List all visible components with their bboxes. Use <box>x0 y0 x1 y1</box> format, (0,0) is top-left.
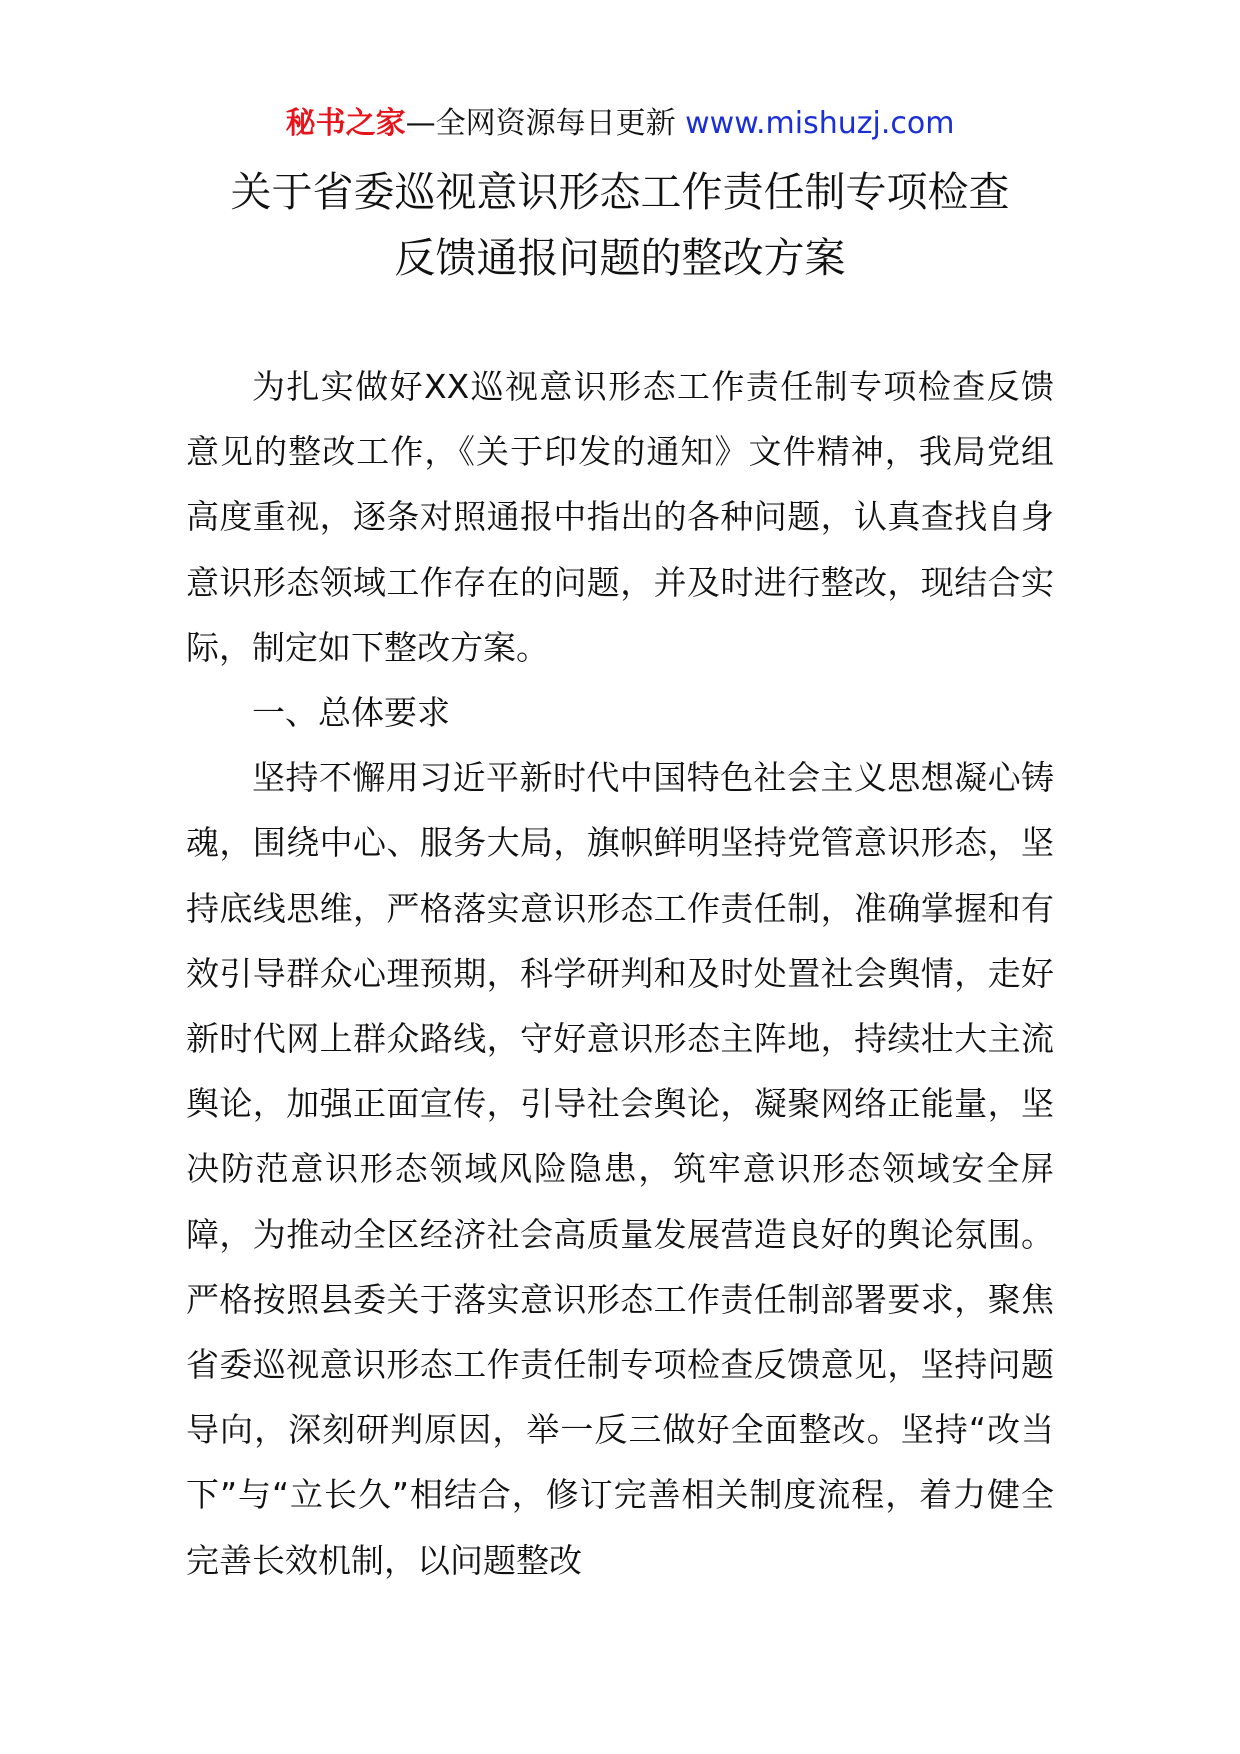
site-header <box>0 102 1240 146</box>
section-paragraph: 坚持不懈用习近平新时代中国特色社会主义思想凝心铸魂，围绕中心、服务大局，旗帜鲜明坚持党管意识形态，坚持底线思维，严格落实意识形态工作责任制，准确掌握和有效引导群众心理预期，科学研判和及时处置社会舆情，走好新时代网上群众路线，守好意识形态主阵地，持续壮大主流舆论，加强正面宣传，引导社会舆论，凝聚网络正能量，坚决防范意识形态领域风险隐患，筑牢意识形态领域安全屏障，为推动全区经济社会高质量发展营造良好的舆论氛围。严格按照县委关于落实意识形态工作责任制部署要求，聚焦省委巡视意识形态工作责任制专项检查反馈意见，坚持问题导向，深刻研判原因，举一反三做好全面整改。坚持“改当下”与“立长久”相结合，修订完善相关制度流程，着力健全完善长效机制，以问题整改 <box>186 758 1054 1580</box>
document-body <box>186 354 1054 1593</box>
brand-name: 秘书之家 <box>285 106 406 141</box>
section-heading: 一、总体要求 <box>252 693 450 733</box>
document-title-line-2: 反馈通报问题的整改方案 <box>394 234 846 282</box>
document-title-line-1: 关于省委巡视意识形态工作责任制专项检查 <box>230 168 1010 216</box>
site-tagline: —全网资源每日更新 <box>405 106 676 141</box>
site-url-link[interactable]: www.mishuzj.com <box>685 106 955 141</box>
intro-paragraph: 为扎实做好XX巡视意识形态工作责任制专项检查反馈意见的整改工作，《关于印发的通知》文件精神，我局党组高度重视，逐条对照通报中指出的各种问题，认真查找自身意识形态领域工作存在的问题，并及时进行整改，现结合实际，制定如下整改方案。 <box>186 367 1054 667</box>
